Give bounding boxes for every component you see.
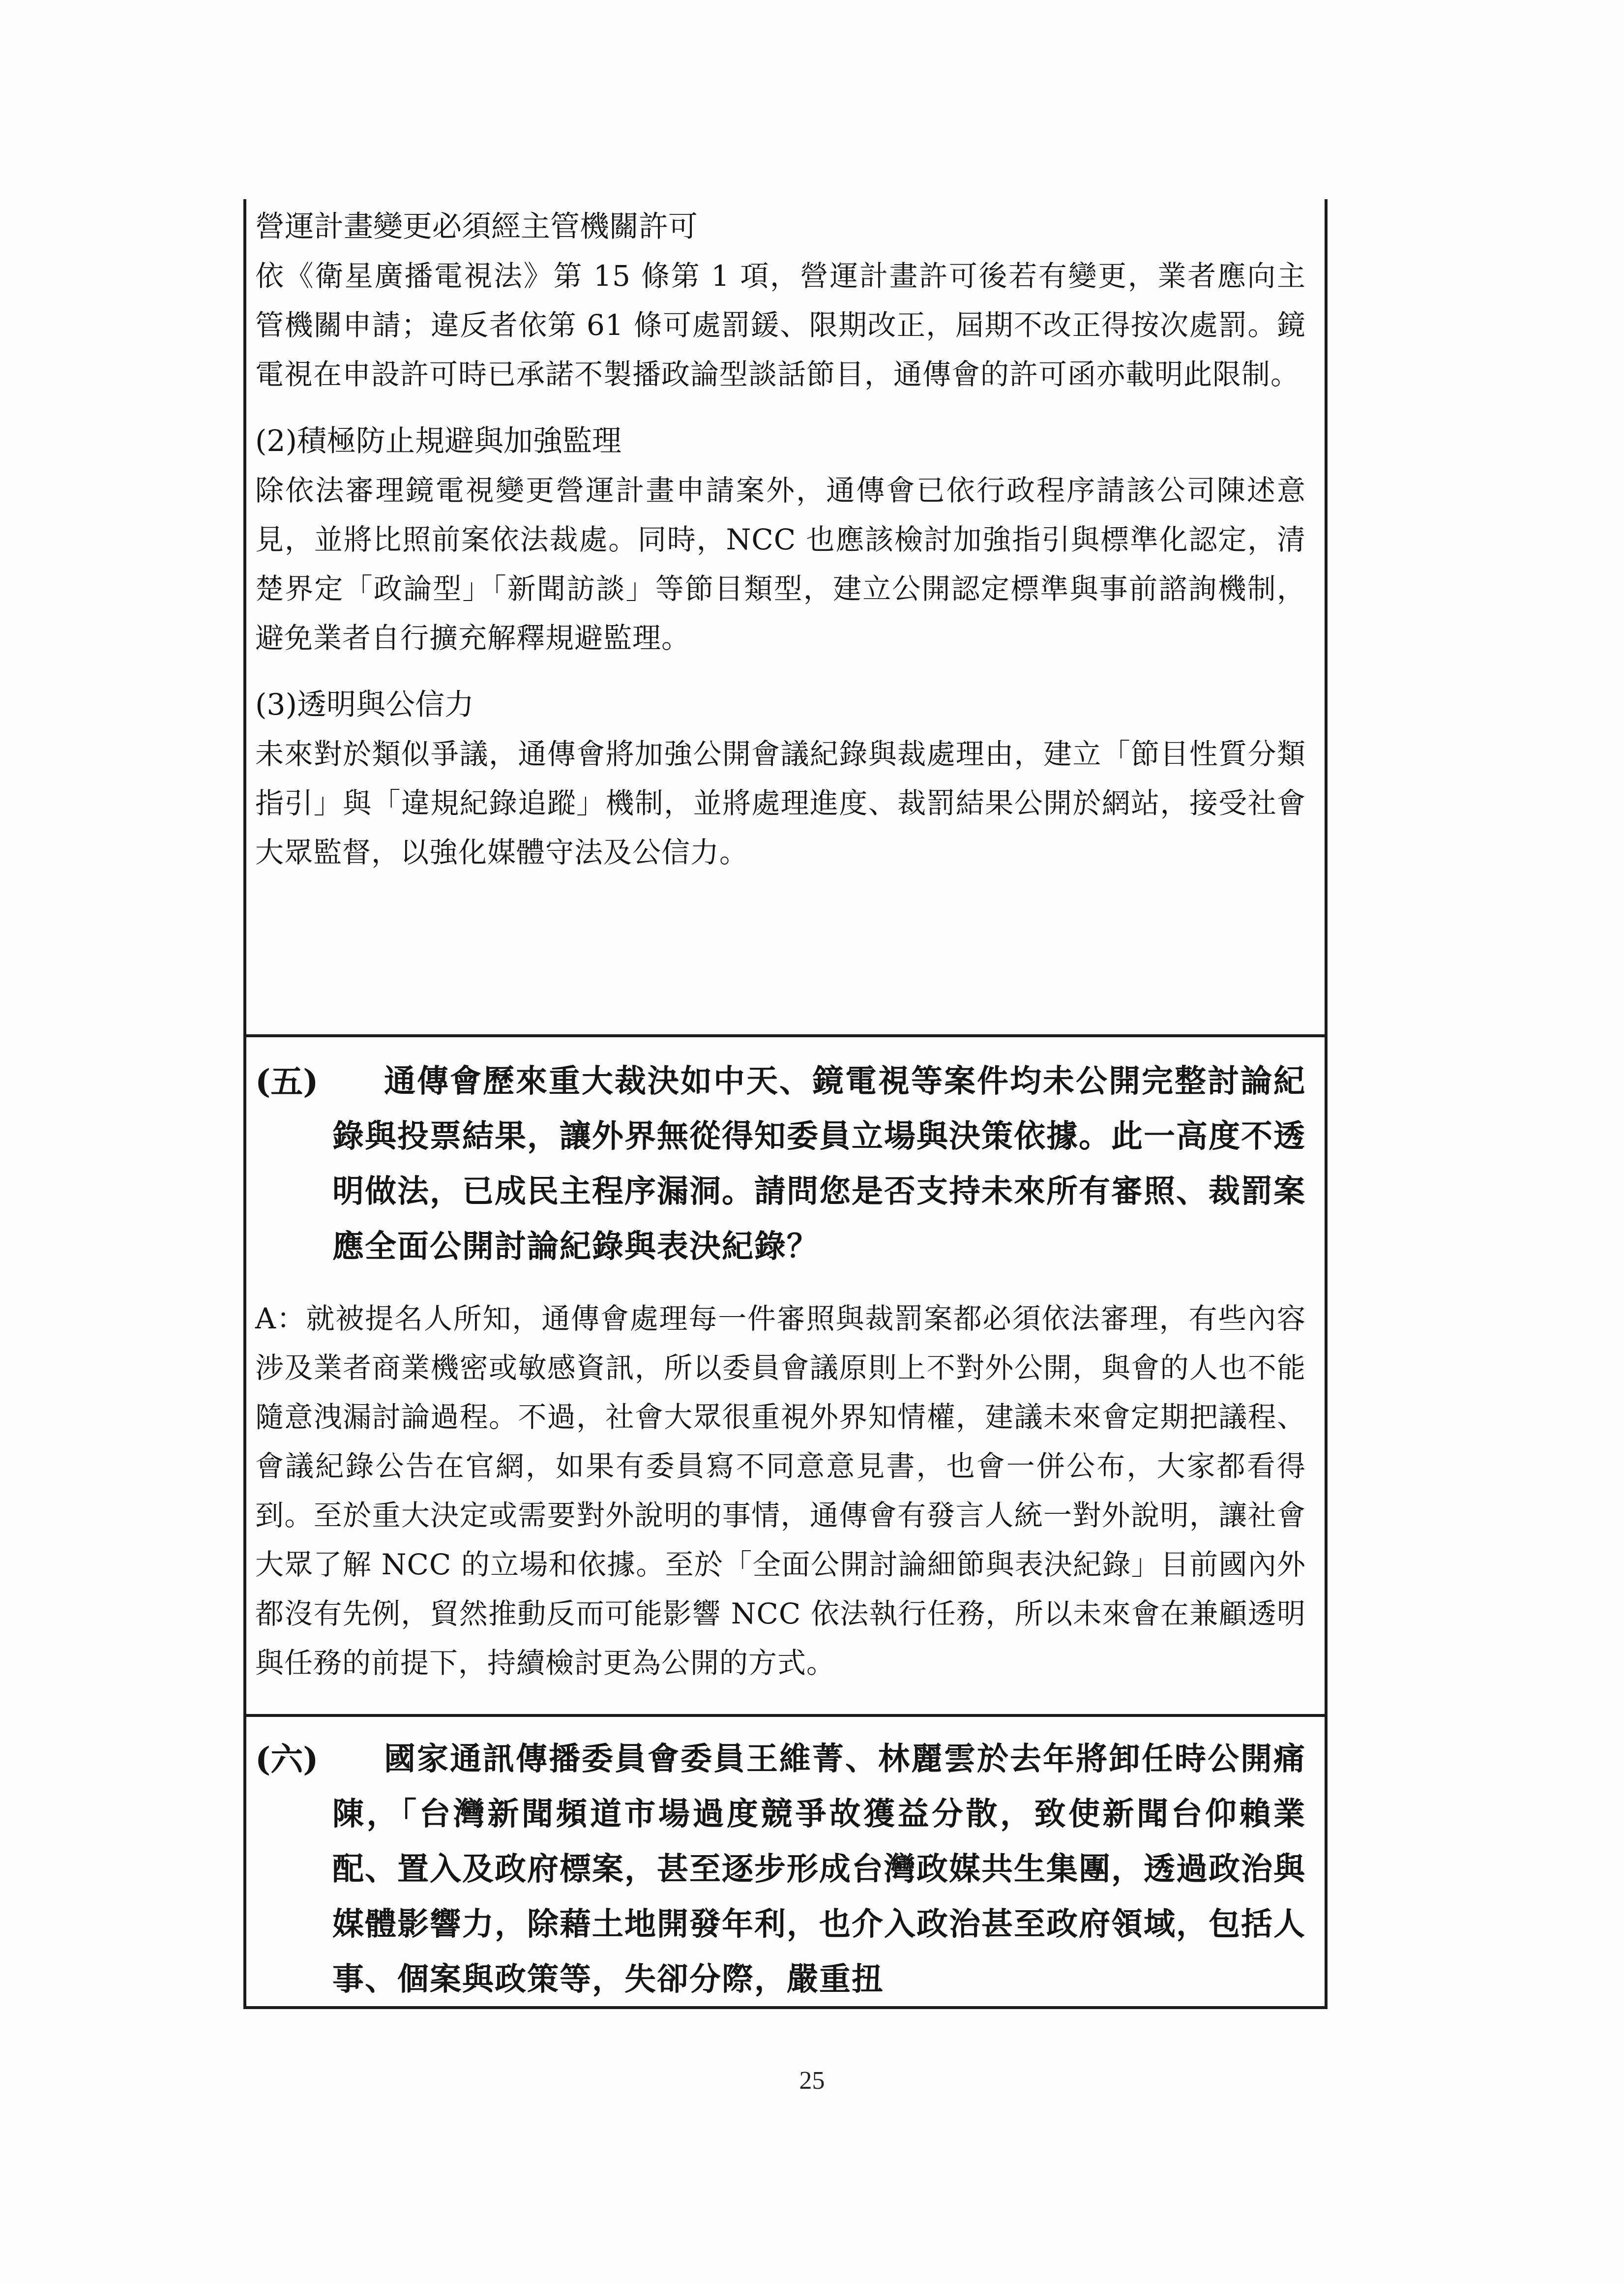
answer-five-block xyxy=(246,1294,1325,1687)
subheading-prevent-evasion: (2)積極防止規避與加強監理 xyxy=(255,424,621,458)
answer-table xyxy=(243,199,1328,2009)
subheading-transparency: (3)透明與公信力 xyxy=(255,688,474,722)
question-five-cell xyxy=(246,1034,1325,1714)
paragraph-prevent-evasion: 除依法審理鏡電視變更營運計畫申請案外，通傳會已依行政程序請該公司陳述意見，並將比照前案依法裁處。同時，NCC 也應該檢討加強指引與標準化認定，清楚界定「政論型」「新聞訪談」等節目類型，建立公開認定標準與事前諮詢機制，避免業者自行擴充解釋規避監理。 xyxy=(255,474,1306,655)
question-six-text: 國家通訊傳播委員會委員王維菁、林麗雲於去年將卸任時公開痛陳，「台灣新聞頻道市場過度競爭故獲益分散，致使新聞台仰賴業配、置入及政府標案，甚至逐步形成台灣政媒共生集團，透過政治與媒體影響力，除藉土地開發年利，也介入政治甚至政府領域，包括人事、個案與政策等，失卻分際，嚴重扭 xyxy=(332,1741,1306,1998)
page-number: 25 xyxy=(799,2067,825,2095)
question-five-text: 通傳會歷來重大裁決如中天、鏡電視等案件均未公開完整討論紀錄與投票結果，讓外界無從得知委員立場與決策依據。此一高度不透明做法，已成民主程序漏洞。請問您是否支持未來所有審照、裁罰案應全面公開討論紀錄與表決紀錄？ xyxy=(332,1063,1306,1265)
answer-five-text: A：就被提名人所知，通傳會處理每一件審照與裁罰案都必須依法審理，有些內容涉及業者商業機密或敏感資訊，所以委員會議原則上不對外公開，與會的人也不能隨意洩漏討論過程。不過，社會大眾很重視外界知情權，建議未來會定期把議程、會議紀錄公告在官網，如果有委員寫不同意意見書，也會一併公布，大家都看得到。至於重大決定或需要對外說明的事情，通傳會有發言人統一對外說明，讓社會大眾了解 NCC 的立場和依據。至於「全面公開討論細節與表決紀錄」目前國內外都沒有先例，貿然推動反而可能影響 NCC 依法執行任務，所以未來會在兼顧透明與任務的前提下，持續檢討更為公開的方式。 xyxy=(255,1302,1306,1680)
question-six xyxy=(246,1732,1325,2007)
answer-cell-continued xyxy=(246,199,1325,1034)
paragraph-operation-plan: 依《衛星廣播電視法》第 15 條第 1 項，營運計畫許可後若有變更，業者應向主管機關申請；違反者依第 61 條可處罰鍰、限期改正，屆期不改正得按次處罰。鏡電視在申設許可時已承諾不製播政論型談話節目，通傳會的許可函亦載明此限制。 xyxy=(255,259,1306,391)
question-five-label: (五) xyxy=(255,1062,319,1101)
paragraph-transparency: 未來對於類似爭議，通傳會將加強公開會議紀錄與裁處理由，建立「節目性質分類指引」與「違規紀錄追蹤」機制，並將處理進度、裁罰結果公開於網站，接受社會大眾監督，以強化媒體守法及公信力。 xyxy=(255,737,1306,869)
subheading-operation-plan: 營運計畫變更必須經主管機關許可 xyxy=(255,210,698,244)
question-six-cell xyxy=(246,1714,1325,2009)
question-six-label: (六) xyxy=(255,1740,319,1778)
question-five xyxy=(246,1054,1325,1274)
